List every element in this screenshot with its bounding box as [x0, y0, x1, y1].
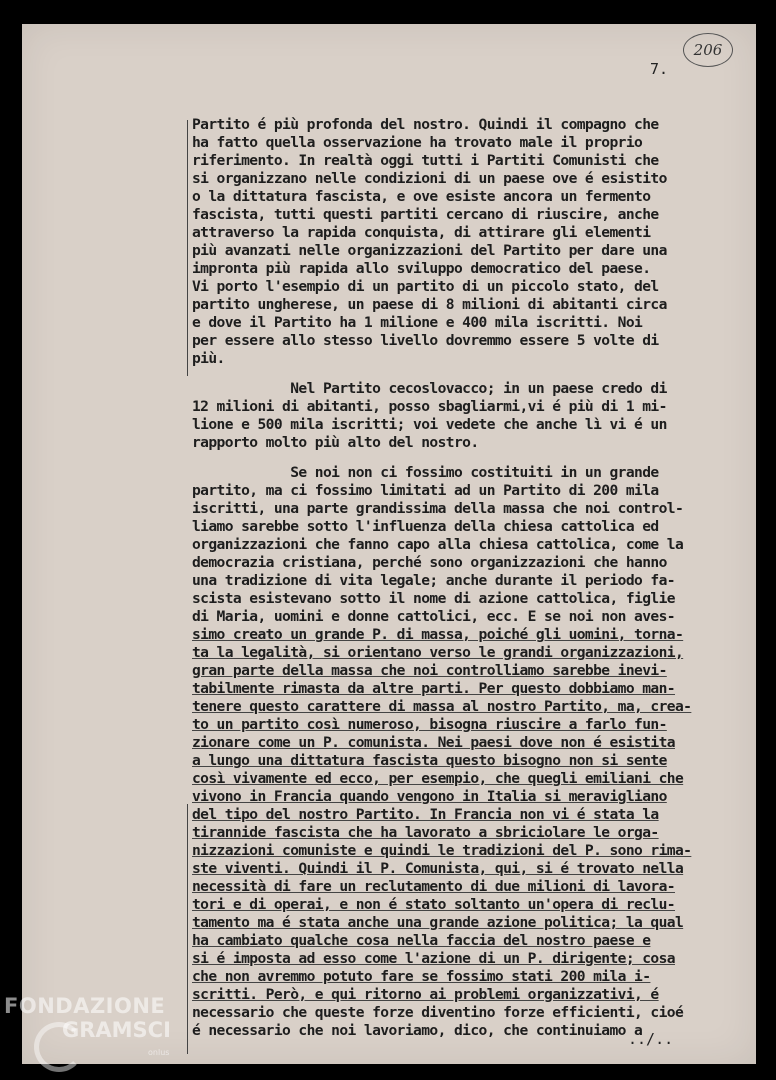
- text-line: Nel Partito cecoslovacco; in un paese credo di: [192, 380, 667, 397]
- paragraph: [192, 380, 756, 452]
- text-line: gran parte della massa che noi controlliamo sarebbe inevi-: [192, 662, 667, 679]
- paragraph: [192, 116, 756, 368]
- text-line: 12 milioni di abitanti, posso sbagliarmi,vi é più di 1 mi-: [192, 398, 667, 415]
- text-line: é necessario che noi lavoriamo, dico, che continuiamo a: [192, 1022, 643, 1039]
- text-line: ha fatto quella osservazione ha trovato male il proprio: [192, 134, 643, 151]
- text-line: democrazia cristiana, perché sono organizzazioni che hanno: [192, 554, 667, 571]
- text-line: ha cambiato qualche cosa nella faccia del nostro paese e: [192, 932, 651, 949]
- text-line: iscritti, una parte grandissima della massa che noi control-: [192, 500, 684, 517]
- text-line: si organizzano nelle condizioni di un paese ove é esistito: [192, 170, 667, 187]
- text-line: nizzazioni comuniste e quindi le tradizioni del P. sono rima-: [192, 842, 692, 859]
- continuation-mark: ../..: [628, 1030, 674, 1048]
- text-line: zionare come un P. comunista. Nei paesi dove non é esistita: [192, 734, 675, 751]
- text-line: liamo sarebbe sotto l'influenza della chiesa cattolica ed: [192, 518, 659, 535]
- text-line: tamento ma é stata anche una grande azione politica; la qual: [192, 914, 684, 931]
- text-line: riferimento. In realtà oggi tutti i Partiti Comunisti che: [192, 152, 659, 169]
- text-line: Vi porto l'esempio di un partito di un piccolo stato, del: [192, 278, 659, 295]
- watermark: [0, 992, 200, 1077]
- text-line: del tipo del nostro Partito. In Francia non vi é stata la: [192, 806, 659, 823]
- text-line: e dove il Partito ha 1 milione e 400 mila iscritti. Noi: [192, 314, 643, 331]
- watermark-line1: FONDAZIONE: [4, 994, 166, 1018]
- paragraph: [192, 464, 756, 1040]
- text-line: partito ungherese, un paese di 8 milioni di abitanti circa: [192, 296, 667, 313]
- text-line: tori e di operai, e non é stato soltanto un'opera di reclu-: [192, 896, 675, 913]
- text-line: necessità di fare un reclutamento di due milioni di lavora-: [192, 878, 675, 895]
- watermark-line2: GRAMSCI: [62, 1018, 171, 1042]
- text-line: a lungo una dittatura fascista questo bisogno non si sente: [192, 752, 667, 769]
- text-line: Partito é più profonda del nostro. Quindi il compagno che: [192, 116, 659, 133]
- text-line: più.: [192, 350, 225, 367]
- text-line: ste viventi. Quindi il P. Comunista, qui, si é trovato nella: [192, 860, 684, 877]
- text-line: vivono in Francia quando vengono in Italia si meravigliano: [192, 788, 667, 805]
- text-line: una tradizione di vita legale; anche durante il periodo fa-: [192, 572, 675, 589]
- text-line: di Maria, uomini e donne cattolici, ecc. E se noi non aves-: [192, 608, 675, 625]
- text-line: scista esistevano sotto il nome di azione cattolica, figlie: [192, 590, 675, 607]
- text-line: attraverso la rapida conquista, di attirare gli elementi: [192, 224, 651, 241]
- text-line: così vivamente ed ecco, per esempio, che quegli emiliani che: [192, 770, 684, 787]
- text-line: organizzazioni che fanno capo alla chiesa cattolica, come la: [192, 536, 684, 553]
- typewritten-text: [192, 116, 756, 1040]
- watermark-line3: onlus: [148, 1048, 170, 1057]
- page-number: 7.: [650, 60, 669, 78]
- text-line: si é imposta ad esso come l'azione di un P. dirigente; cosa: [192, 950, 675, 967]
- text-line: tirannide fascista che ha lavorato a sbriciolare le orga-: [192, 824, 659, 841]
- text-line: che non avremmo potuto fare se fossimo stati 200 mila i-: [192, 968, 651, 985]
- text-line: partito, ma ci fossimo limitati ad un Partito di 200 mila: [192, 482, 659, 499]
- text-line: to un partito così numeroso, bisogna riuscire a farlo fun-: [192, 716, 667, 733]
- text-line: fascista, tutti questi partiti cercano di riuscire, anche: [192, 206, 659, 223]
- text-line: lione e 500 mila iscritti; voi vedete che anche lì vi é un: [192, 416, 667, 433]
- margin-line: [187, 120, 188, 376]
- text-line: Se noi non ci fossimo costituiti in un grande: [192, 464, 659, 481]
- text-line: per essere allo stesso livello dovremmo essere 5 volte di: [192, 332, 659, 349]
- text-line: simo creato un grande P. di massa, poiché gli uomini, torna-: [192, 626, 684, 643]
- text-line: tabilmente rimasta da altre parti. Per questo dobbiamo man-: [192, 680, 675, 697]
- text-line: ta la legalità, si orientano verso le grandi organizzazioni,: [192, 644, 684, 661]
- text-line: rapporto molto più alto del nostro.: [192, 434, 479, 451]
- document-page: [22, 24, 756, 1064]
- handwritten-page-annotation: 206: [683, 33, 733, 67]
- text-line: impronta più rapida allo sviluppo democratico del paese.: [192, 260, 651, 277]
- text-line: necessario che queste forze diventino forze efficienti, cioé: [192, 1004, 684, 1021]
- text-line: più avanzati nelle organizzazioni del Partito per dare una: [192, 242, 667, 259]
- text-line: tenere questo carattere di massa al nostro Partito, ma, crea-: [192, 698, 692, 715]
- text-line: o la dittatura fascista, e ove esiste ancora un fermento: [192, 188, 651, 205]
- text-line: scritti. Però, e qui ritorno ai problemi organizzativi, é: [192, 986, 659, 1003]
